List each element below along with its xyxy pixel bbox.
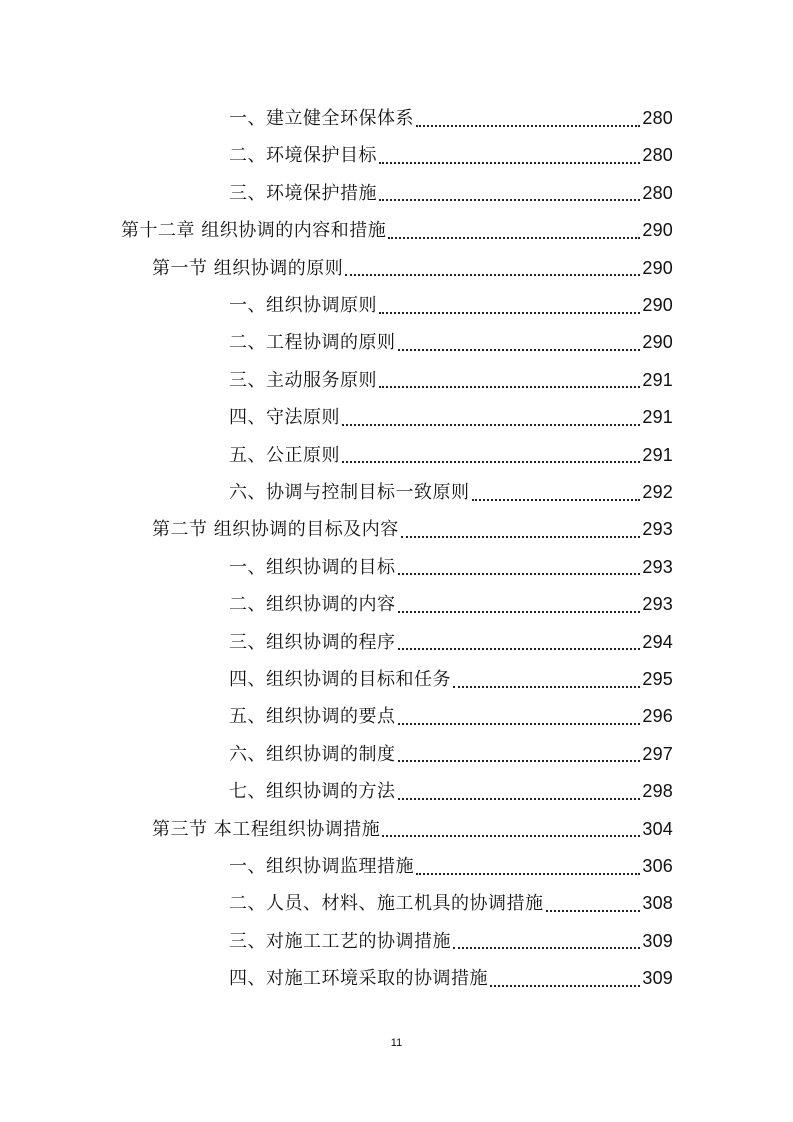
toc-entry-page: 293: [642, 594, 673, 615]
toc-entry-title: 一、组织协调原则: [229, 295, 377, 316]
toc-entry-page: 290: [642, 220, 673, 241]
toc-dot-leader: [398, 798, 641, 800]
toc-entry-page: 291: [642, 407, 673, 428]
toc-entry[interactable]: [229, 175, 673, 212]
toc-entry-page: 295: [642, 669, 673, 689]
toc-entry-page: 309: [642, 930, 673, 951]
toc-entry[interactable]: [229, 960, 673, 997]
toc-entry-title: 二、环境保护目标: [229, 145, 377, 167]
toc-entry[interactable]: [229, 624, 673, 661]
toc-entry[interactable]: [229, 773, 673, 810]
toc-entry-title: 六、组织协调的制度: [229, 743, 396, 765]
toc-entry-title: 第三节 本工程组织协调措施: [152, 818, 381, 840]
toc-entry-page: 291: [642, 444, 673, 465]
toc-dot-leader: [416, 125, 640, 127]
toc-entry[interactable]: [229, 923, 673, 960]
toc-entry-page: 297: [642, 743, 673, 764]
toc-entry-title: 四、对施工环境采取的协调措施: [229, 968, 488, 990]
toc-dot-leader: [342, 461, 640, 463]
toc-dot-leader: [388, 237, 640, 239]
toc-entry-title: 第一节 组织协调的原则: [152, 257, 344, 279]
toc-entry[interactable]: [229, 474, 673, 511]
toc-dot-leader: [398, 760, 641, 762]
toc-dot-leader: [453, 947, 640, 949]
toc-dot-leader: [398, 349, 641, 351]
toc-entry-page: 290: [642, 332, 673, 353]
toc-entry-title: 三、组织协调的程序: [229, 631, 396, 653]
toc-entry-page: 291: [642, 369, 673, 390]
toc-entry-title: 一、建立健全环保体系: [229, 108, 414, 129]
toc-entry-title: 二、人员、材料、施工机具的协调措施: [229, 893, 544, 915]
toc-entry-page: 290: [642, 257, 673, 278]
toc-entry-page: 280: [642, 182, 673, 203]
toc-entry-page: 306: [642, 856, 673, 876]
toc-dot-leader: [490, 985, 640, 987]
toc-entry-title: 三、对施工工艺的协调措施: [229, 930, 451, 952]
toc-dot-leader: [379, 312, 640, 314]
toc-entry-title: 四、组织协调的目标和任务: [229, 669, 451, 690]
toc-entry-title: 三、主动服务原则: [229, 369, 377, 391]
toc-entry[interactable]: [229, 324, 673, 361]
toc-entry-page: 280: [642, 145, 673, 166]
toc-entry[interactable]: [229, 885, 673, 922]
toc-dot-leader: [398, 648, 641, 650]
toc-dot-leader: [379, 162, 640, 164]
toc-entry-page: 309: [642, 968, 673, 989]
toc-dot-leader: [416, 873, 640, 875]
toc-entry-title: 五、公正原则: [229, 444, 340, 466]
toc-entry-page: 292: [642, 482, 673, 502]
toc-entry[interactable]: [229, 586, 673, 623]
toc-dot-leader: [342, 424, 640, 426]
toc-dot-leader: [379, 199, 640, 201]
toc-entry-title: 三、环境保护措施: [229, 182, 377, 204]
page-number: 11: [390, 1037, 403, 1049]
toc-entry-title: 第二节 组织协调的目标及内容: [152, 519, 399, 541]
toc-entry-page: 296: [642, 706, 673, 727]
toc-entry[interactable]: [229, 698, 673, 735]
toc-entry-page: 298: [642, 781, 673, 802]
toc-dot-leader: [453, 686, 640, 688]
toc-dot-leader: [546, 910, 641, 912]
toc-entry[interactable]: [229, 399, 673, 436]
toc-entry[interactable]: [229, 848, 673, 885]
toc-entry-page: 294: [642, 631, 673, 652]
toc-entry-page: 308: [642, 893, 673, 914]
toc-entry[interactable]: [229, 137, 673, 174]
toc-dot-leader: [398, 723, 641, 725]
toc-entry[interactable]: [229, 736, 673, 773]
toc-dot-leader: [401, 536, 641, 538]
toc-entry-title: 四、守法原则: [229, 407, 340, 429]
toc-dot-leader: [379, 386, 640, 388]
toc-entry-title: 一、组织协调的目标: [229, 556, 396, 578]
toc-entry-page: 293: [642, 556, 673, 577]
toc-entry-title: 第十二章 组织协调的内容和措施: [121, 220, 387, 242]
toc-entry[interactable]: [152, 811, 673, 848]
toc-entry[interactable]: [229, 437, 673, 474]
toc-entry[interactable]: [229, 287, 673, 324]
toc-dot-leader: [345, 274, 640, 276]
toc-dot-leader: [472, 499, 641, 501]
toc-entry-title: 五、组织协调的要点: [229, 706, 396, 728]
toc-entry-title: 七、组织协调的方法: [229, 781, 396, 803]
toc-entry-title: 二、工程协调的原则: [229, 332, 396, 354]
toc-entry[interactable]: [121, 212, 673, 249]
toc-entry[interactable]: [152, 250, 673, 287]
toc-entry[interactable]: [229, 661, 673, 698]
toc-dot-leader: [382, 835, 640, 837]
toc-dot-leader: [398, 573, 641, 575]
toc-entry[interactable]: [229, 362, 673, 399]
toc-entry[interactable]: [229, 100, 673, 137]
toc-entry-page: 290: [642, 295, 673, 315]
toc-entry-page: 304: [642, 818, 673, 839]
toc-entry-title: 六、协调与控制目标一致原则: [229, 482, 470, 503]
toc-entry[interactable]: [229, 549, 673, 586]
toc-entry-title: 二、组织协调的内容: [229, 594, 396, 616]
toc-dot-leader: [398, 611, 641, 613]
toc-entry-page: 293: [642, 519, 673, 540]
toc-entry[interactable]: [152, 511, 673, 548]
toc-entry-title: 一、组织协调监理措施: [229, 856, 414, 877]
toc-entry-page: 280: [642, 108, 673, 128]
